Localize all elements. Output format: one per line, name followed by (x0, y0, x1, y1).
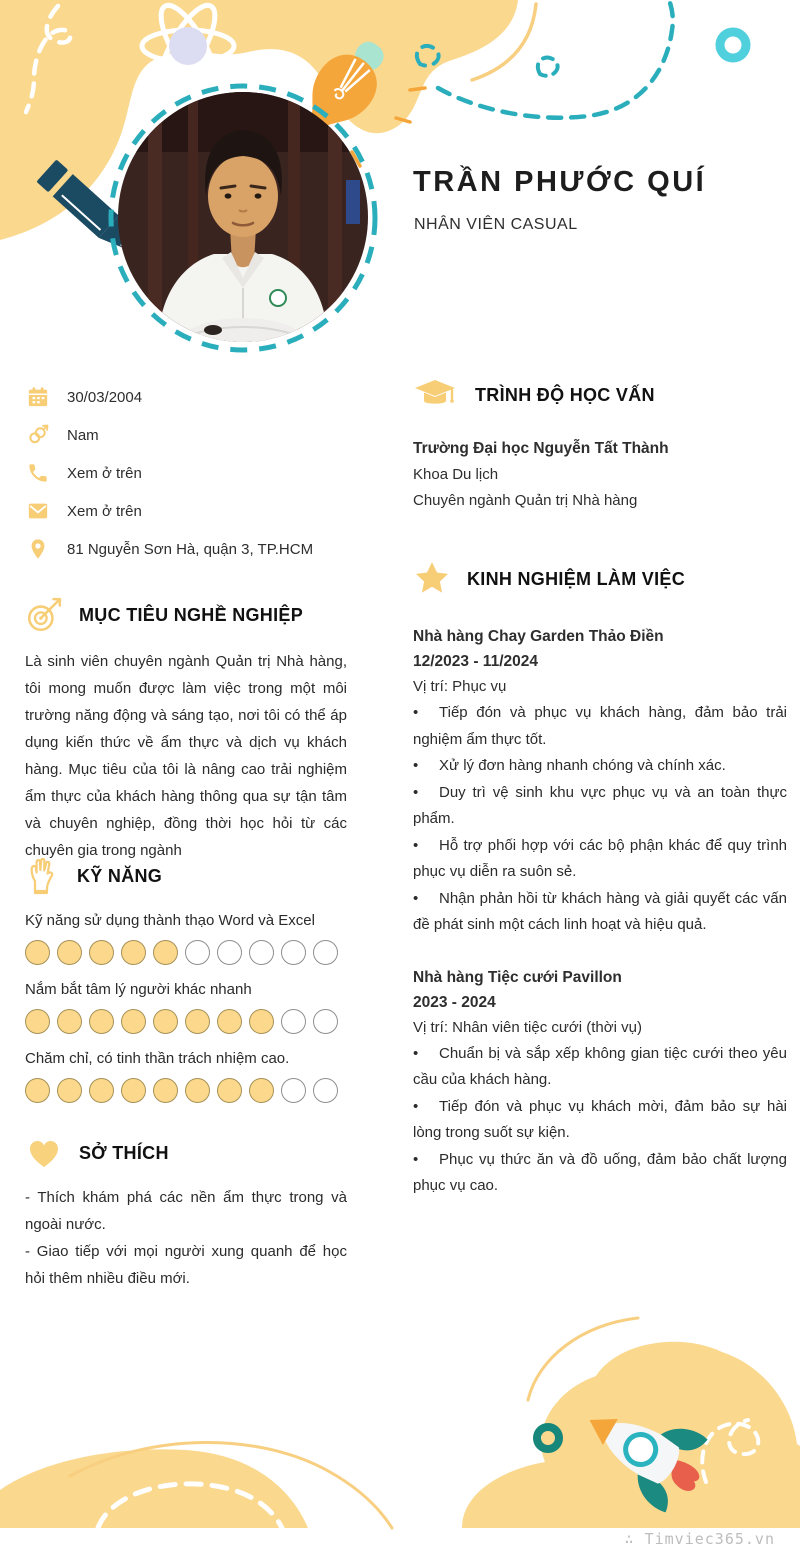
hand-icon (25, 856, 61, 896)
skill-dot (185, 1078, 210, 1103)
skill-label: Nắm bắt tâm lý người khác nhanh (25, 981, 252, 998)
job-position: Vị trí: Phục vụ (413, 678, 507, 695)
education-school: Trường Đại học Nguyễn Tất Thành (413, 440, 669, 457)
bullet-marker: • (413, 1097, 419, 1115)
skills-section (25, 856, 347, 1103)
star-icon (413, 560, 451, 598)
bullet-marker: • (413, 1044, 419, 1062)
bullet-marker: • (413, 836, 419, 854)
skill-dot (281, 1078, 306, 1103)
skill-dot (153, 1078, 178, 1103)
heart-icon (25, 1136, 63, 1170)
job-bullet: • Tiếp đón và phục vụ khách mời, đảm bảo sự hài lòng trong suốt sự kiện. (413, 1094, 787, 1147)
skill-dot (25, 940, 50, 965)
address-value: 81 Nguyễn Sơn Hà, quận 3, TP.HCM (67, 540, 314, 558)
job-bullet: • Duy trì vệ sinh khu vực phục vụ và an toàn thực phẩm. (413, 780, 787, 833)
profile-job-title: NHÂN VIÊN CASUAL (414, 216, 578, 233)
job-company: Nhà hàng Chay Garden Thảo Điền (413, 628, 664, 645)
skill-item (25, 981, 347, 1034)
target-icon (25, 596, 63, 634)
birthday-value: 30/03/2004 (67, 388, 143, 406)
job-bullet: • Nhận phản hồi từ khách hàng và giải quyết các vấn đề phát sinh một cách linh hoạt và hiệu quả. (413, 886, 787, 939)
skill-dot (153, 1009, 178, 1034)
skill-dot (281, 1009, 306, 1034)
gender-icon (27, 424, 49, 446)
profile-photo-image (118, 92, 368, 342)
skill-dot (25, 1078, 50, 1103)
job-period: 12/2023 - 11/2024 (413, 653, 538, 670)
gender-value: Nam (67, 426, 99, 444)
email-value: Xem ở trên (67, 502, 142, 520)
bullet-marker: • (413, 1150, 419, 1168)
bullet-marker: • (413, 783, 419, 801)
phone-value: Xem ở trên (67, 464, 142, 482)
objective-title: MỤC TIÊU NGHỀ NGHIỆP (79, 604, 304, 625)
email-icon (27, 500, 49, 522)
profile-photo (118, 92, 368, 342)
cyan-donut-icon (720, 32, 746, 58)
skill-dot (249, 940, 274, 965)
education-major: Chuyên ngành Quản trị Nhà hàng (413, 492, 638, 509)
job-bullet: • Phục vụ thức ăn và đồ uống, đảm bảo chất lượng phục vụ cao. (413, 1147, 787, 1200)
experience-section (413, 560, 787, 1200)
skill-dot (185, 940, 210, 965)
location-icon (27, 538, 49, 560)
skill-label: Chăm chỉ, có tinh thần trách nhiệm cao. (25, 1050, 290, 1067)
job-period: 2023 - 2024 (413, 993, 496, 1011)
hobby-line: - Giao tiếp với mọi người xung quanh để học hỏi thêm nhiều điều mới. (25, 1243, 347, 1287)
teal-dashed-loop-mid (538, 58, 558, 76)
skill-dot (57, 940, 82, 965)
contact-row-gender (27, 416, 349, 454)
phone-icon (27, 462, 49, 484)
skill-dot (249, 1078, 274, 1103)
skill-dot (121, 1078, 146, 1103)
experience-heading-row (413, 560, 787, 598)
bullet-marker: • (413, 704, 419, 721)
skill-dot (25, 1009, 50, 1034)
experience-title: KINH NGHIỆM LÀM VIỆC (467, 568, 686, 589)
skill-level-dots (25, 1009, 347, 1034)
contact-row-email (27, 492, 349, 530)
skill-level-dots (25, 1078, 347, 1103)
job-entry (413, 965, 787, 1200)
skill-dot (89, 1078, 114, 1103)
skill-dot (121, 1009, 146, 1034)
hobbies-section (25, 1136, 347, 1292)
objective-text: Là sinh viên chuyên ngành Quản trị Nhà hàng, tôi mong muốn được làm việc trong một môi trường năng động và sáng tạo, nơi tôi có thể áp dụng kiến thức về ẩm thực và dịch vụ khách hàng. Mục tiêu của tôi là nâng cao trải nghiệm ẩm thực của khách hàng thông qua sự tận tâm và chuyên nghiệp, đồng thời học hỏi từ các chuyên gia trong ngành (25, 653, 347, 859)
calendar-icon (27, 386, 49, 408)
job-company: Nhà hàng Tiệc cưới Pavillon (413, 968, 622, 986)
skills-title: KỸ NĂNG (77, 865, 163, 886)
skill-dot (153, 940, 178, 965)
yellow-dome-bottom-left (0, 1449, 308, 1528)
skill-dot (57, 1078, 82, 1103)
skill-level-dots (25, 940, 347, 965)
education-title: TRÌNH ĐỘ HỌC VẤN (475, 384, 655, 405)
contact-row-phone (27, 454, 349, 492)
job-position: Vị trí: Nhân viên tiệc cưới (thời vụ) (413, 1018, 642, 1036)
bullet-marker: • (413, 889, 419, 907)
watermark: ∴ Timviec365.vn (624, 1530, 775, 1548)
contact-row-birthday (27, 378, 349, 416)
profile-name: TRẦN PHƯỚC QUÍ (413, 166, 707, 198)
hobbies-heading-row (25, 1136, 347, 1170)
contact-row-address (27, 530, 349, 568)
job-bullet: • Xử lý đơn hàng nhanh chóng và chính xác. (413, 753, 787, 780)
bottom-decoration (0, 1304, 800, 1554)
skill-dot (217, 1078, 242, 1103)
skill-item (25, 912, 347, 965)
hobby-line: - Thích khám phá các nền ẩm thực trong và ngoài nước. (25, 1189, 347, 1233)
skill-label: Kỹ năng sử dụng thành thạo Word và Excel (25, 912, 315, 929)
skill-dot (185, 1009, 210, 1034)
job-entry (413, 624, 787, 939)
skill-dot (57, 1009, 82, 1034)
job-bullet: • Hỗ trợ phối hợp với các bộ phận khác để quy trình phục vụ diễn ra suôn sẻ. (413, 833, 787, 886)
skills-heading-row (25, 856, 347, 896)
contact-section (27, 378, 349, 568)
bullet-marker: • (413, 757, 419, 774)
skill-dot (89, 1009, 114, 1034)
job-bullet: • Chuẩn bị và sắp xếp không gian tiệc cưới theo yêu cầu của khách hàng. (413, 1041, 787, 1094)
skill-dot (281, 940, 306, 965)
skill-dot (313, 940, 338, 965)
objective-section (25, 596, 347, 864)
education-faculty: Khoa Du lịch (413, 466, 499, 483)
skill-dot (89, 940, 114, 965)
skill-dot (121, 940, 146, 965)
hobbies-title: SỞ THÍCH (79, 1142, 169, 1163)
job-bullet: • Tiếp đón và phục vụ khách hàng, đảm bảo trải nghiệm ẩm thực tốt. (413, 700, 787, 753)
objective-heading-row (25, 596, 347, 634)
skill-dot (217, 1009, 242, 1034)
graduation-cap-icon (413, 378, 459, 412)
skill-dot (313, 1009, 338, 1034)
skill-dot (313, 1078, 338, 1103)
skill-item (25, 1050, 347, 1103)
skill-dot (249, 1009, 274, 1034)
education-heading-row (413, 378, 787, 412)
education-section (413, 378, 787, 514)
skill-dot (217, 940, 242, 965)
